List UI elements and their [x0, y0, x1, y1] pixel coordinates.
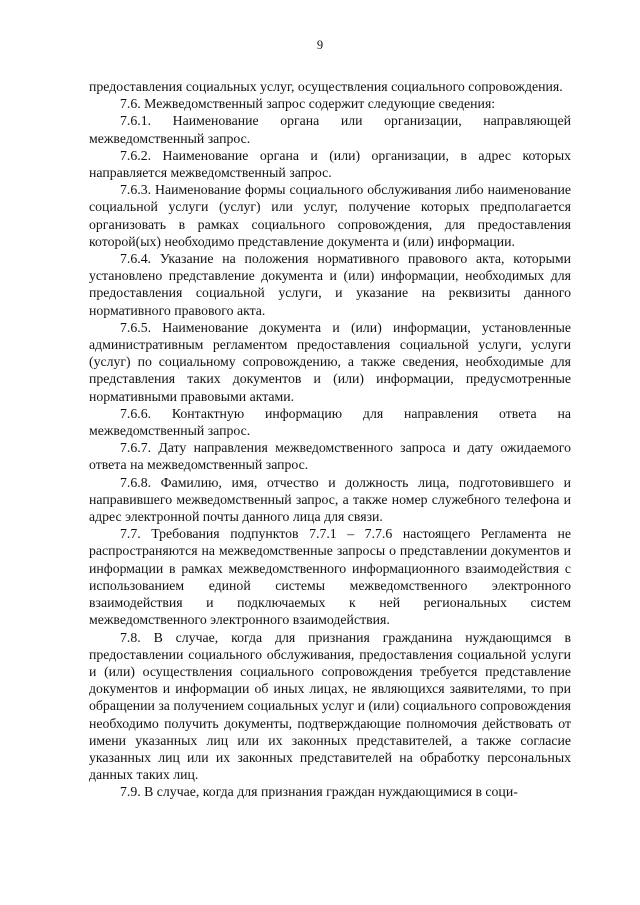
document-body [89, 78, 571, 801]
paragraph: 7.6.3. Наименование формы социального обслуживания либо наименование социальной услуги (услуг) или услуг, получение которых предполагается организовать в рамках социального сопровождения, для предоставления которой(ых) необходимо представление документа и (или) информации. [89, 182, 571, 249]
paragraph: 7.6.6. Контактную информацию для направления ответа на межведомственный запрос. [89, 405, 571, 439]
paragraph: предоставления социальных услуг, осуществления социального сопровождения. [89, 79, 563, 94]
paragraph: 7.6.4. Указание на положения нормативного правового акта, которыми установлено представление документа и (или) информации, необходимых для предоставления социальной услуги, и указание на реквизиты данного нормативного правового акта. [89, 251, 571, 318]
paragraph: 7.6.5. Наименование документа и (или) информации, установленные административным регламентом предоставления социальной услуги, услуги (услуг) по социальному сопровождению, а также сведения, необходимые для представления таких документов и (или) информации, предусмотренные нормативными правовыми актами. [89, 319, 571, 404]
paragraph: 7.8. В случае, когда для признания гражданина нуждающимся в предоставлении социального обслуживания, предоставления социальной услуги и (или) осуществления социального сопровождения требуется представление документов и информации об иных лицах, не являющихся заявителями, то при обращении за получением социальных услуг и (или) социального сопровождения необходимо получить документы, подтверждающие полномочия действовать от имени указанных лиц или их законных представителей, а также согласие указанных лиц или их законных представителей на обработку персональных данных таких лиц. [89, 629, 571, 783]
paragraph: 7.6.2. Наименование органа и (или) организации, в адрес которых направляется межведомственный запрос. [89, 147, 571, 181]
paragraph: 7.6.8. Фамилию, имя, отчество и должность лица, подготовившего и направившего межведомственный запрос, а также номер служебного телефона и адрес электронной почты данного лица для связи. [89, 474, 571, 525]
page-number: 9 [316, 38, 324, 52]
paragraph: 7.9. В случае, когда для признания граждан нуждающимися в соци- [120, 784, 518, 800]
paragraph: 7.6.7. Дату направления межведомственного запроса и дату ожидаемого ответа на межведомственный запрос. [89, 440, 571, 473]
paragraph: 7.6.1. Наименование органа или организации, направляющей межведомственный запрос. [89, 113, 571, 146]
paragraph: 7.6. Межведомственный запрос содержит следующие сведения: [120, 96, 496, 112]
paragraph: 7.7. Требования подпунктов 7.7.1 – 7.7.6 настоящего Регламента не распространяются на межведомственные запросы о представлении документов и информации в рамках межведомственного информационного взаимодействия с использованием единой системы межведомственного электронного взаимодействия и подключаемых к ней региональных систем межведомственного электронного взаимодействия. [89, 526, 571, 628]
